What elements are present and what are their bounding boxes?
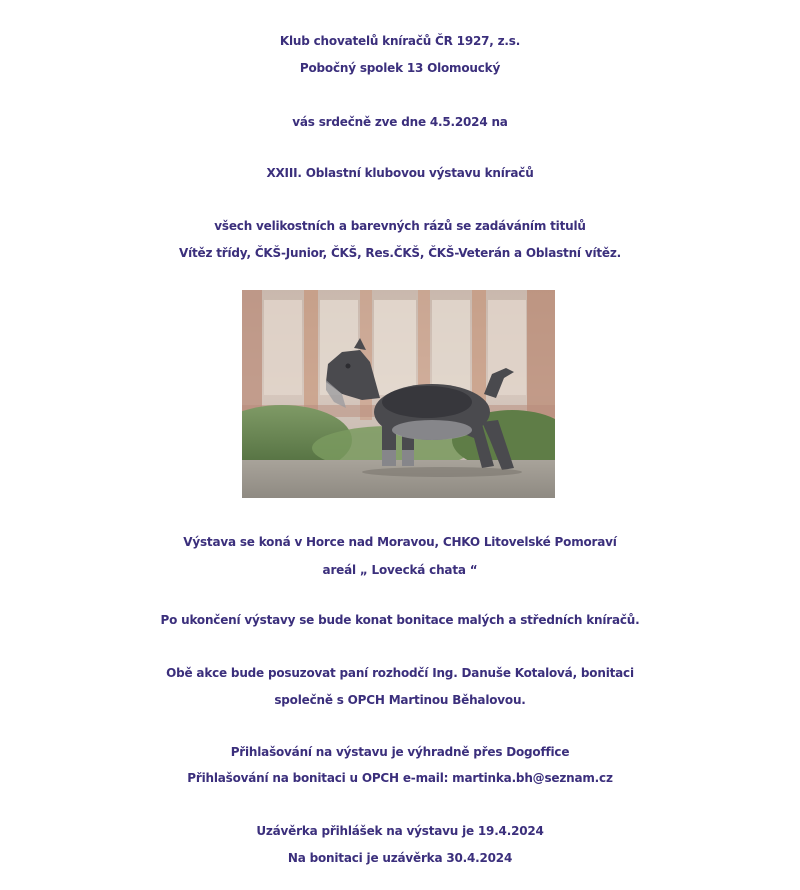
judges-line-2: společně s OPCH Martinou Běhalovou.: [274, 693, 526, 707]
deadline-line-2: Na bonitaci je uzávěrka 30.4.2024: [287, 851, 513, 865]
event-title: XXIII. Oblastní klubovou výstavu kníračů: [266, 166, 534, 180]
venue-line-2: areál „ Lovecká chata “: [322, 563, 478, 577]
titles-line-2: Vítěz třídy, ČKŠ-Junior, ČKŠ, Res.ČKŠ, ČKŠ-Veterán a Oblastní vítěz.: [179, 246, 621, 260]
venue-line-1: Výstava se koná v Horce nad Moravou, CHKO Litovelské Pomoraví: [183, 535, 617, 549]
titles-line-1: všech velikostních a barevných rázů se zadáváním titulů: [214, 219, 586, 233]
invitation-line: vás srdečně zve dne 4.5.2024 na: [292, 115, 508, 129]
registration-line-2: Přihlašování na bonitaci u OPCH e-mail: martinka.bh@seznam.cz: [187, 771, 613, 785]
bonitace-line: Po ukončení výstavy se bude konat bonitace malých a středních kníračů.: [160, 613, 640, 627]
deadline-line-1: Uzávěrka přihlášek na výstavu je 19.4.2024: [256, 824, 544, 838]
registration-line-1: Přihlašování na výstavu je výhradně přes Dogoffice: [230, 745, 570, 759]
schnauzer-dog-photo: [242, 290, 555, 498]
club-name: Klub chovatelů kníračů ČR 1927, z.s.: [279, 34, 521, 48]
judges-line-1: Obě akce bude posuzovat paní rozhodčí Ing. Danuše Kotalová, bonitaci: [166, 666, 634, 680]
branch-name: Pobočný spolek 13 Olomoucký: [299, 61, 501, 75]
